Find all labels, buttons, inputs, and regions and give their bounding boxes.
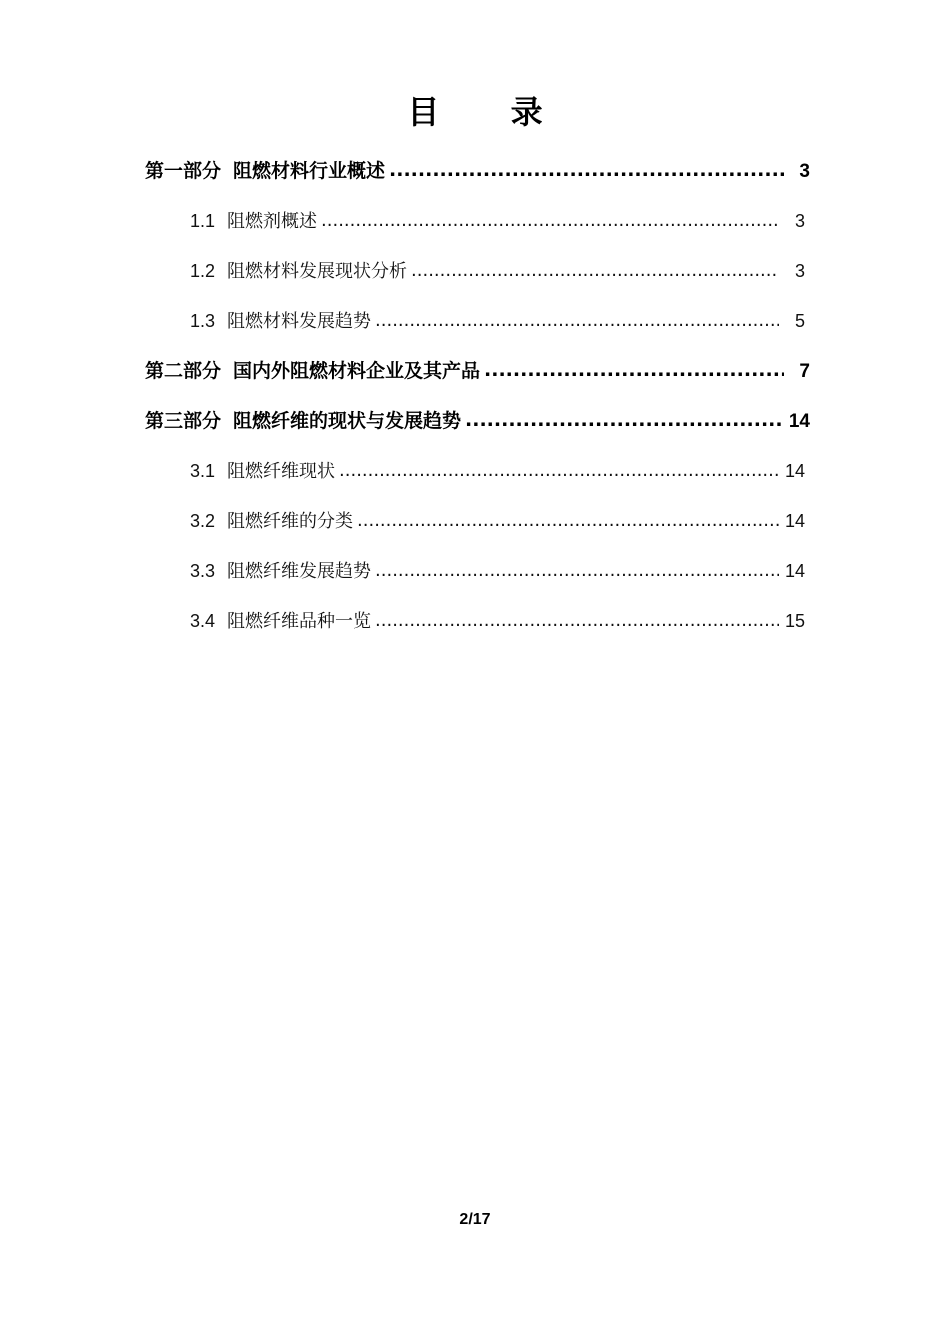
toc-entry-number: 第一部分 — [145, 161, 222, 182]
toc-dot-leader — [375, 606, 779, 636]
toc-entry[interactable] — [190, 306, 805, 336]
toc-entry-number: 第二部分 — [145, 361, 222, 382]
toc-entry[interactable] — [190, 256, 805, 286]
toc-entry-page: 7 — [799, 361, 810, 382]
toc-entry-number: 1.1 — [190, 211, 216, 231]
toc-entry-text: 阻燃纤维的分类 — [227, 511, 354, 532]
toc-entry-text: 阻燃材料发展现状分析 — [227, 261, 408, 282]
toc-entry-text: 阻燃纤维现状 — [227, 461, 336, 482]
toc-entry-page: 14 — [784, 511, 805, 531]
toc-entry-number: 1.3 — [190, 311, 216, 331]
toc-entry-text: 国内外阻燃材料企业及其产品 — [233, 360, 481, 382]
toc-entry-number: 第三部分 — [145, 411, 222, 432]
toc-entry-text: 阻燃纤维品种一览 — [227, 611, 372, 632]
toc-dot-leader — [339, 456, 779, 486]
toc-entry[interactable] — [190, 206, 805, 236]
toc-dot-leader — [389, 155, 784, 185]
toc-dot-leader — [484, 355, 784, 385]
toc-dot-leader — [465, 405, 784, 435]
toc-entry-page: 15 — [784, 611, 805, 631]
toc-entry-page: 14 — [784, 561, 805, 581]
toc-entry-page: 14 — [788, 411, 810, 432]
toc-entry-number: 1.2 — [190, 261, 216, 281]
toc-entry-page: 3 — [794, 261, 805, 281]
toc-entry-page: 3 — [799, 161, 810, 182]
toc-entry-text: 阻燃纤维的现状与发展趋势 — [233, 410, 462, 432]
toc-entry-number: 3.1 — [190, 461, 216, 481]
toc-dot-leader — [375, 306, 779, 336]
toc-entry-number: 3.2 — [190, 511, 216, 531]
toc-entry[interactable] — [190, 606, 805, 636]
toc-dot-leader — [357, 506, 779, 536]
toc-entry[interactable] — [145, 356, 810, 386]
toc-entry-text: 阻燃材料发展趋势 — [227, 311, 372, 332]
toc-entry-number: 3.4 — [190, 611, 216, 631]
toc-entry-page: 5 — [794, 311, 805, 331]
toc-entry[interactable] — [145, 406, 810, 436]
toc-dot-leader — [321, 206, 779, 236]
toc-dot-leader — [411, 256, 779, 286]
page-number-footer: 2/17 — [459, 1211, 491, 1228]
toc-entry-text: 阻燃剂概述 — [227, 211, 318, 232]
toc-entry[interactable] — [190, 556, 805, 586]
toc-entry[interactable] — [190, 506, 805, 536]
toc-entry-number: 3.3 — [190, 561, 216, 581]
toc-title: 目 录 — [407, 93, 573, 131]
toc-entry-text: 阻燃材料行业概述 — [233, 160, 386, 182]
toc-entry-page: 3 — [794, 211, 805, 231]
toc-entry-text: 阻燃纤维发展趋势 — [227, 561, 372, 582]
toc-entry[interactable] — [190, 456, 805, 486]
toc-entry-page: 14 — [784, 461, 805, 481]
toc-dot-leader — [375, 556, 779, 586]
toc-entry[interactable] — [145, 156, 810, 186]
